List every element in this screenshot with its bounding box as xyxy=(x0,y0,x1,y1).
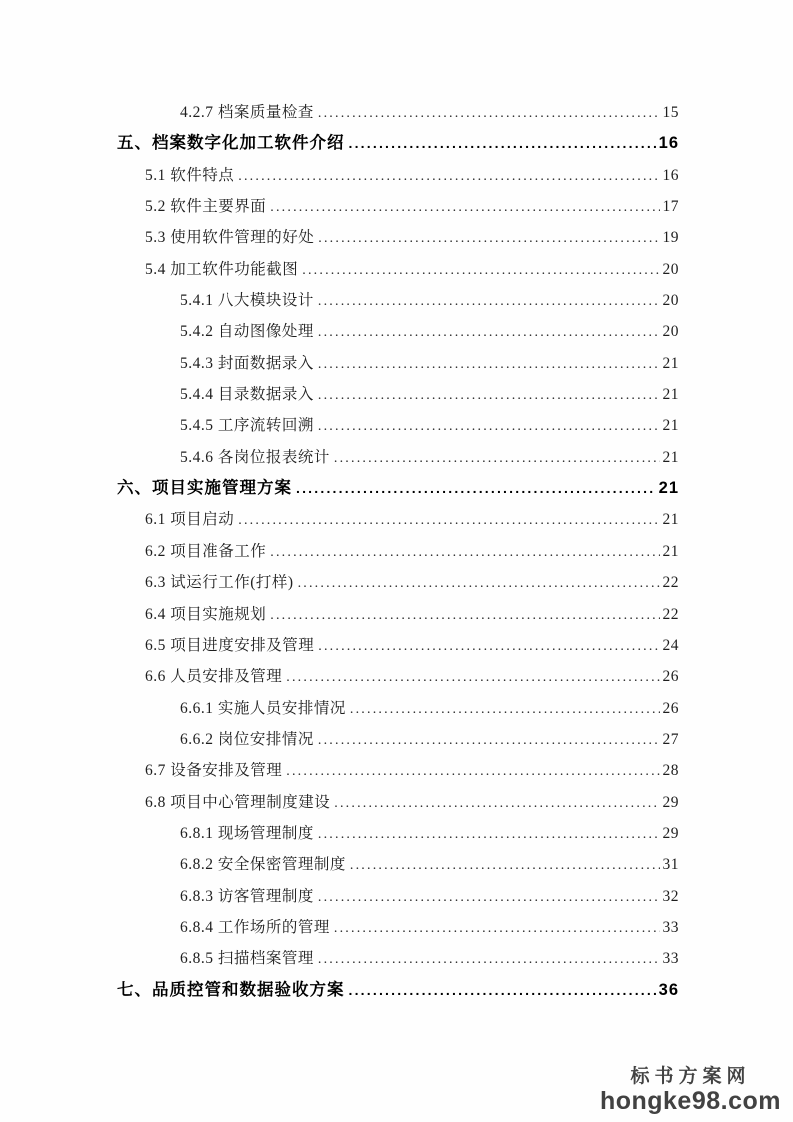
toc-dot-leader xyxy=(334,913,660,944)
toc-entry-page: 26 xyxy=(662,699,679,717)
toc-entry-page: 29 xyxy=(662,824,679,842)
toc-dot-leader xyxy=(318,349,660,380)
toc-list xyxy=(117,97,679,1006)
toc-dot-leader xyxy=(296,473,656,504)
toc-entry-label: 5.4 加工软件功能截图 xyxy=(145,260,299,278)
toc-entry xyxy=(117,661,679,692)
toc-entry xyxy=(117,97,679,128)
toc-entry-label: 5.2 软件主要界面 xyxy=(145,198,267,216)
toc-entry xyxy=(117,881,679,912)
toc-dot-leader xyxy=(318,725,660,756)
toc-entry-label: 五、档案数字化加工软件介绍 xyxy=(117,134,345,153)
toc-entry-page: 32 xyxy=(662,887,679,905)
toc-entry-page: 21 xyxy=(662,417,679,435)
toc-entry-page: 21 xyxy=(662,386,679,404)
toc-entry-label: 6.7 设备安排及管理 xyxy=(145,762,283,780)
toc-dot-leader xyxy=(238,505,659,536)
toc-entry xyxy=(117,442,679,473)
toc-entry-label: 6.2 项目准备工作 xyxy=(145,542,267,560)
toc-entry xyxy=(117,504,679,535)
toc-entry-label: 六、项目实施管理方案 xyxy=(117,479,292,498)
toc-entry-page: 20 xyxy=(662,323,679,341)
toc-entry-label: 5.4.2 自动图像处理 xyxy=(180,323,314,341)
toc-entry-page: 21 xyxy=(662,542,679,560)
toc-entry-label: 6.3 试运行工作(打样) xyxy=(145,574,294,592)
toc-entry-label: 七、品质控管和数据验收方案 xyxy=(117,980,345,999)
toc-entry-page: 28 xyxy=(662,762,679,780)
toc-entry-label: 6.1 项目启动 xyxy=(145,511,235,529)
toc-entry-label: 6.6.2 岗位安排情况 xyxy=(180,730,314,748)
toc-dot-leader xyxy=(318,882,660,913)
toc-dot-leader xyxy=(286,662,659,693)
toc-entry xyxy=(117,943,679,974)
toc-entry-page: 26 xyxy=(662,668,679,686)
toc-dot-leader xyxy=(350,694,660,725)
toc-entry-page: 21 xyxy=(662,511,679,529)
toc-entry-page: 31 xyxy=(662,856,679,874)
watermark-site-url: hongke98.com xyxy=(599,1087,781,1115)
toc-entry xyxy=(117,536,679,567)
toc-dot-leader xyxy=(318,317,660,348)
toc-entry xyxy=(117,975,679,1006)
toc-entry-label: 6.8.3 访客管理制度 xyxy=(180,887,314,905)
toc-entry xyxy=(117,160,679,191)
toc-dot-leader xyxy=(334,443,660,474)
toc-entry-label: 6.8.5 扫描档案管理 xyxy=(180,950,314,968)
toc-entry-page: 33 xyxy=(662,950,679,968)
toc-entry xyxy=(117,222,679,253)
toc-entry-label: 4.2.7 档案质量检查 xyxy=(180,104,314,121)
toc-dot-leader xyxy=(286,756,659,787)
toc-dot-leader xyxy=(318,223,659,254)
toc-entry xyxy=(117,254,679,285)
toc-dot-leader xyxy=(318,286,660,317)
toc-entry-label: 6.8.1 现场管理制度 xyxy=(180,824,314,842)
toc-entry-label: 5.4.3 封面数据录入 xyxy=(180,354,314,372)
toc-dot-leader xyxy=(318,411,660,442)
toc-dot-leader xyxy=(334,788,659,819)
toc-entry xyxy=(117,630,679,661)
toc-dot-leader xyxy=(349,975,656,1006)
toc-entry-label: 5.1 软件特点 xyxy=(145,166,235,184)
toc-entry-page: 33 xyxy=(662,918,679,936)
toc-entry xyxy=(117,128,679,159)
toc-dot-leader xyxy=(238,161,659,192)
toc-entry-label: 5.4.4 目录数据录入 xyxy=(180,386,314,404)
toc-entry xyxy=(117,787,679,818)
toc-entry-label: 6.8 项目中心管理制度建设 xyxy=(145,793,331,811)
toc-entry-label: 6.8.2 安全保密管理制度 xyxy=(180,856,346,874)
toc-entry xyxy=(117,912,679,943)
toc-entry xyxy=(117,473,679,504)
toc-entry-page: 27 xyxy=(662,730,679,748)
toc-dot-leader xyxy=(270,537,659,568)
watermark-site-name: 标书方案网 xyxy=(630,1066,751,1087)
toc-entry xyxy=(117,348,679,379)
toc-entry-label: 5.4.1 八大模块设计 xyxy=(180,292,314,310)
watermark xyxy=(600,1066,781,1114)
toc-entry-label: 5.4.5 工序流转回溯 xyxy=(180,417,314,435)
toc-entry-page: 16 xyxy=(662,166,679,184)
toc-entry-label: 6.8.4 工作场所的管理 xyxy=(180,918,330,936)
toc-entry xyxy=(117,599,679,630)
toc-entry-page: 15 xyxy=(662,104,679,121)
toc-entry xyxy=(117,379,679,410)
toc-entry xyxy=(117,724,679,755)
toc-dot-leader xyxy=(318,380,660,411)
toc-dot-leader xyxy=(302,255,659,286)
toc-dot-leader xyxy=(318,98,660,129)
toc-dot-leader xyxy=(318,631,659,662)
toc-entry-label: 6.4 项目实施规划 xyxy=(145,605,267,623)
toc-entry-label: 5.4.6 各岗位报表统计 xyxy=(180,448,330,466)
toc-entry xyxy=(117,849,679,880)
toc-entry-page: 22 xyxy=(662,605,679,623)
toc-dot-leader xyxy=(270,192,659,223)
toc-entry-label: 6.5 项目进度安排及管理 xyxy=(145,636,315,654)
toc-entry-page: 22 xyxy=(662,574,679,592)
toc-entry xyxy=(117,567,679,598)
toc-dot-leader xyxy=(350,850,660,881)
toc-entry-page: 20 xyxy=(662,292,679,310)
toc-dot-leader xyxy=(298,568,660,599)
toc-entry xyxy=(117,818,679,849)
toc-entry-page: 19 xyxy=(662,229,679,247)
toc-entry-page: 36 xyxy=(658,980,679,999)
toc-entry-label: 6.6.1 实施人员安排情况 xyxy=(180,699,346,717)
toc-entry-label: 6.6 人员安排及管理 xyxy=(145,668,283,686)
toc-dot-leader xyxy=(318,819,660,850)
toc-dot-leader xyxy=(318,944,660,975)
toc-entry-page: 20 xyxy=(662,260,679,278)
toc-dot-leader xyxy=(349,128,656,159)
toc-entry-page: 21 xyxy=(662,354,679,372)
toc-entry xyxy=(117,316,679,347)
toc-entry-label: 5.3 使用软件管理的好处 xyxy=(145,229,315,247)
toc-entry-page: 24 xyxy=(662,636,679,654)
toc-dot-leader xyxy=(270,600,659,631)
toc-entry-page: 21 xyxy=(658,479,679,498)
toc-entry-page: 16 xyxy=(658,134,679,153)
toc-entry xyxy=(117,693,679,724)
toc-entry-page: 17 xyxy=(662,198,679,216)
toc-entry xyxy=(117,285,679,316)
toc-entry-page: 29 xyxy=(662,793,679,811)
toc-entry-page: 21 xyxy=(662,448,679,466)
toc-entry xyxy=(117,410,679,441)
toc-entry xyxy=(117,191,679,222)
toc-entry xyxy=(117,755,679,786)
